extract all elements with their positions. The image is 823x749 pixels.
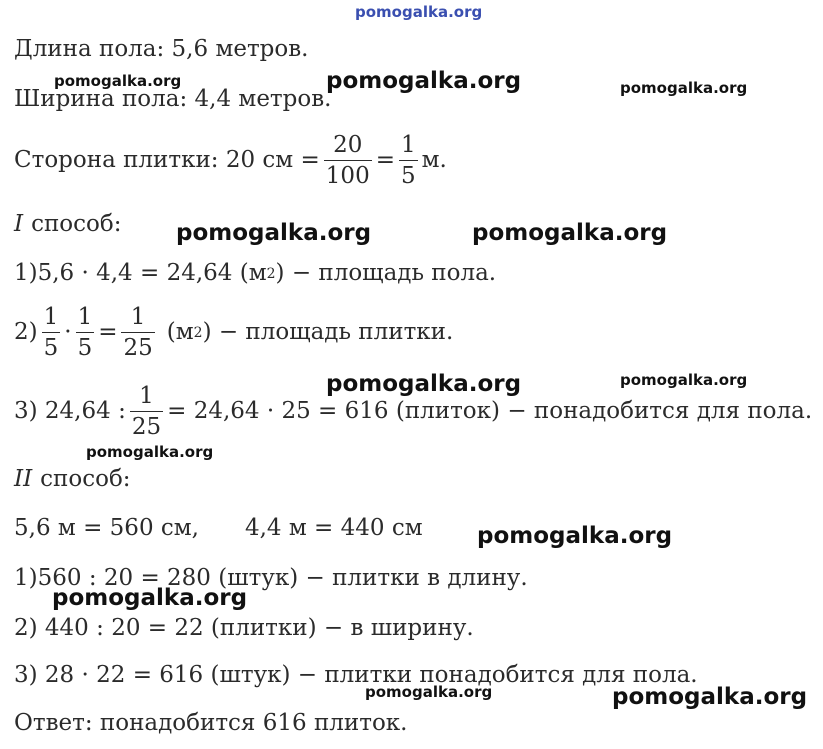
step-three-prefix: 3) 24,64 :: [14, 398, 126, 425]
watermark-big: pomogalka.org: [326, 68, 522, 94]
fraction-denominator: 5: [42, 332, 61, 360]
method-roman-numeral: II: [14, 466, 33, 492]
method-label: способ:: [31, 211, 122, 237]
fraction-numerator: 1: [400, 132, 416, 158]
watermark-big: pomogalka.org: [326, 371, 522, 397]
watermark-big: pomogalka.org: [52, 585, 248, 611]
watermark-big: pomogalka.org: [477, 523, 673, 549]
fraction-1-25: [121, 305, 154, 360]
answer-text: Ответ: понадобится 616 плиток.: [14, 710, 408, 736]
floor-width-text: Ширина пола: 4,4 метров.: [14, 86, 332, 112]
step-two-tail: ) − площадь плитки.: [202, 319, 454, 346]
fraction-1-25: [130, 384, 163, 439]
watermark-top: pomogalka.org: [355, 3, 483, 21]
fraction-numerator: 1: [139, 383, 154, 409]
watermark-small: pomogalka.org: [620, 79, 748, 97]
fraction-20-100: [324, 133, 372, 188]
step-one-tail: ) − площадь пола.: [275, 260, 497, 286]
method-label: способ:: [40, 466, 131, 492]
fraction-numerator: 20: [333, 132, 363, 158]
step-text: 1)560 : 20 = 280 (штук) − плитки в длину.: [14, 565, 528, 591]
method-one-heading: [14, 213, 121, 236]
step-two-line: 2) $\frac{1}{5}$ · $\frac{1}{5}$ = $\frac{1}{25}$ (м 2 ) − площадь плитки.: [14, 304, 454, 362]
answer-line: [14, 712, 408, 735]
fraction-denominator: 5: [399, 160, 418, 188]
fraction-numerator: 1: [130, 304, 146, 330]
step-text: 3) 28 · 22 = 616 (штук) − плитки понадобится для пола.: [14, 662, 698, 688]
watermark-small: pomogalka.org: [54, 72, 182, 90]
method-two-heading: [14, 468, 131, 491]
fraction-1-5: [76, 305, 95, 360]
conversion-line: [14, 517, 423, 540]
tile-side-prefix: Сторона плитки: 20 см =: [14, 147, 320, 174]
unit-label: (м: [166, 319, 194, 346]
watermark-big: pomogalka.org: [612, 684, 808, 710]
method-two-step-two: [14, 617, 474, 640]
step-one-line: 1)5,6 · 4,4 = 24,64 (м 2 ) − площадь пола.: [14, 260, 497, 286]
conversion-width: 4,4 м = 440 см: [244, 515, 423, 541]
step-three-line: [14, 384, 812, 439]
equals-sign: =: [375, 147, 395, 174]
conversion-length: 5,6 м = 560 см,: [14, 515, 199, 541]
fraction-1-5: [399, 133, 418, 188]
fraction-denominator: 25: [121, 332, 154, 360]
fraction-numerator: 1: [77, 304, 93, 330]
fraction-numerator: 1: [43, 304, 59, 330]
floor-width-line: [14, 88, 332, 111]
method-two-step-three: [14, 664, 698, 687]
fraction-1-5: [42, 305, 61, 360]
multiply-sign: ·: [64, 319, 72, 346]
watermark-small: pomogalka.org: [86, 443, 214, 461]
watermark-big: pomogalka.org: [176, 220, 372, 246]
fraction-denominator: 5: [76, 332, 95, 360]
floor-length-line: [14, 38, 309, 61]
method-two-step-one: [14, 567, 528, 590]
equals-sign: =: [98, 319, 118, 346]
tile-side-line: [14, 133, 447, 188]
step-number: 2): [14, 319, 38, 346]
step-one-text: 1)5,6 · 4,4 = 24,64 (м: [14, 260, 267, 286]
watermark-big: pomogalka.org: [472, 220, 668, 246]
step-text: 2) 440 : 20 = 22 (плитки) − в ширину.: [14, 615, 474, 641]
watermark-small: pomogalka.org: [365, 683, 493, 701]
floor-length-text: Длина пола: 5,6 метров.: [14, 36, 309, 62]
watermark-small: pomogalka.org: [620, 371, 748, 389]
unit-label: м.: [421, 147, 447, 174]
fraction-denominator: 25: [130, 411, 163, 439]
method-roman-numeral: I: [14, 211, 24, 237]
step-three-tail: = 24,64 · 25 = 616 (плиток) − понадобится для пола.: [167, 398, 813, 425]
fraction-denominator: 100: [324, 160, 372, 188]
